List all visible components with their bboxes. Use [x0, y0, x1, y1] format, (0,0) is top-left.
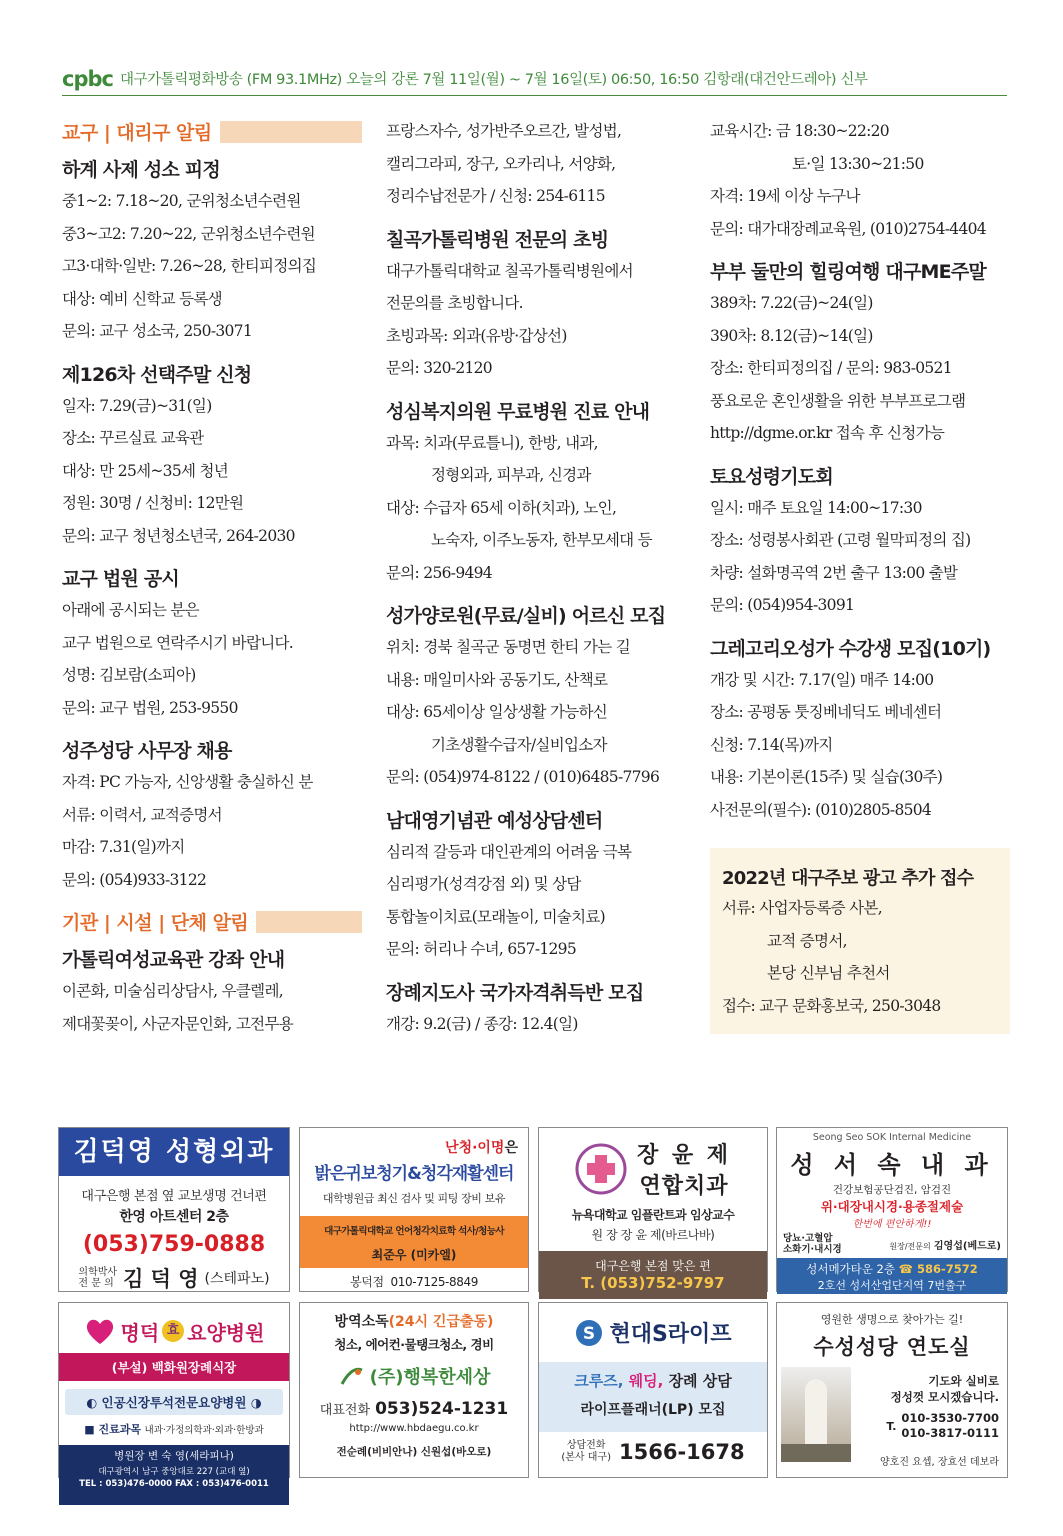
notice-funeral-director: 장례지도사 국가자격취득반 모집 개강: 9.2(금) / 종강: 12.4(일)	[386, 981, 644, 1033]
ad-myeongdeok-hospital[interactable]: 명덕 효 요양병원 (부설) 백화원장례식장 ◐ 인공신장투석전문요양병원 ◑ ■ 진료과목 내과·가정의학과·외과·한방과 병원장 변 숙 영(세라피나) 대구광역시 남구 중앙대로 227 (교대 옆) TEL : 053)476-0000 FAX : 053)476-0011	[58, 1302, 290, 1478]
notice-counseling-center: 남대영기념관 예성상담센터 심리적 갈등과 대인관계의 어려움 극복 심리평가(성격강점 외) 및 상담 통합놀이치료(모래놀이, 미술치료) 문의: 허리나 수녀, 657-1295	[386, 809, 632, 958]
ad-hearing-aid-center[interactable]: 난청·이명은 밝은귀보청기&청각재활센터 대학병원급 최신 검사 및 피팅 장비 보유 대구가톨릭대학교 언어청각치료학 석사/청능사 최준우 (미카엘) 봉덕점 010-7125-8849	[299, 1127, 529, 1292]
happy-world-logo-icon	[338, 1364, 366, 1388]
svg-text:S: S	[583, 1323, 596, 1344]
ad-sok-internal-medicine[interactable]: Seong Seo SOK Internal Medicine 성 서 속 내 과 건강보험공단검진, 암검진 위·대장내시경·용종절제술 한번에 편안하게!! 당뇨·고혈압 소화기·내시경 원장/전문의 김영섭(베드로) 성서메가타운 2층 ☎ 586-7572 2호선 성서산업단지역 7번출구	[776, 1127, 1008, 1292]
ad-hyundai-s-life[interactable]: S 현대S라이프 크루즈, 웨딩, 장례 상담 라이프플래너(LP) 모집 상담전화 (본사 대구) 1566-1678	[538, 1302, 768, 1478]
column-1	[62, 118, 362, 1052]
ad-happy-world-cleaning[interactable]: 방역소독(24시 긴급출동) 청소, 에어컨·물탱크청소, 경비 (주)행복한세상 대표전화 053)524-1231 http://www.hbdaegu.co.kr 전순례(비비안나) 신원섭(바오로)	[299, 1302, 529, 1478]
header-broadcast-text: 대구가톨릭평화방송 (FM 93.1MHz) 오늘의 강론 7월 11일(월) ~ 7월 16일(토) 06:50, 16:50 김항래(대건안드레아) 신부	[119, 72, 868, 88]
s-life-logo-icon	[574, 1318, 604, 1348]
page-header	[62, 62, 1007, 96]
ad-suseong-funeral-room[interactable]: 영원한 생명으로 찾아가는 길! 수성성당 연도실 기도와 실비로 정성껏 모시겠습니다. T. 010-3530-7700 010-3817-0111 양호진 요셉, 장효선 데보라	[776, 1302, 1008, 1478]
notice-ad-submission: 2022년 대구주보 광고 추가 접수 서류: 사업자등록증 사본, 교적 증명서, 본당 신부님 추천서 접수: 교구 문화홍보국, 250-3048	[710, 848, 1010, 1034]
ad-kim-plastic-surgery[interactable]: 김덕영 성형외과 대구은행 본점 옆 교보생명 건너편 한영 아트센터 2층 (053)759-0888 의학박사 전 문 의 김 덕 영 (스테파노)	[58, 1127, 290, 1292]
ad-jang-dental[interactable]: 장 윤 제 연합치과 뉴욕대학교 임플란트과 임상교수 원 장 장 윤 제(바르나바) 대구은행 본점 맞은 편 T. (053)752-9797	[538, 1127, 768, 1292]
column-3	[710, 115, 1010, 1046]
section-header-diocese: 교구 | 대리구 알림	[62, 118, 362, 145]
notice-summer-retreat: 하계 사제 성소 피정 중1~2: 7.18~20, 군위청소년수련원 중3~고2: 7.20~22, 군위청소년수련원 고3·대학·일반: 7.26~28, 한티피정의집 대상: 예비 신학교 등록생 문의: 교구 성소국, 250-3071	[62, 159, 317, 340]
notice-prayer-meeting: 토요성령기도회 일시: 매주 토요일 14:00~17:30 장소: 성령봉사회관 (고령 월막피정의 집) 차량: 설화명곡역 2번 출구 13:00 출발 문의: (054)954-3091	[710, 465, 971, 614]
notice-womens-education: 가톨릭여성교육관 강좌 안내 이콘화, 미술심리상담사, 우클렐레, 제대꽃꽂이, 사군자문인화, 고전무용	[62, 949, 294, 1033]
notice-funeral-director-cont: 교육시간: 금 18:30~22:20 토·일 13:30~21:50 자격: 19세 이상 누구나 문의: 대가대장례교육원, (010)2754-4404	[710, 122, 986, 238]
notice-nursing-home: 성가양로원(무료/실비) 어르신 모집 위치: 경북 칠곡군 동명면 한티 가는 길 내용: 매일미사와 공동기도, 산책로 대상: 65세이상 일상생활 가능하신 기초생활수급자/실비입소자 문의: (054)974-8122 / (010)6485-7796	[386, 605, 666, 786]
notice-gregorian-chant: 그레고리오성가 수강생 모집(10기) 개강 및 시간: 7.17(일) 매주 14:00 장소: 공평동 툿징베네딕도 베네센터 신청: 7.14(목)까지 내용: 기본이론(15주) 및 실습(30주) 사전문의(필수): (010)2805-8504	[710, 637, 991, 819]
notice-me-weekend: 부부 둘만의 힐링여행 대구ME주말 389차: 7.22(금)~24(일) 390차: 8.12(금)~14(일) 장소: 한티피정의집 / 문의: 983-0521 풍요로운 혼인생활을 위한 부부프로그램 http://dgme.or.kr 접속 후 신청가능	[710, 261, 986, 442]
notice-free-clinic: 성심복지의원 무료병원 진료 안내 과목: 치과(무료틀니), 한방, 내과, 정형외과, 피부과, 신경과 대상: 수급자 65세 이하(치과), 노인, 노숙자, 이주노동자, 한부모세대 등 문의: 256-9494	[386, 400, 652, 582]
cpbc-logo: cpbc	[62, 66, 113, 91]
notice-seongju-hiring: 성주성당 사무장 채용 자격: PC 가능자, 신앙생활 충실하신 분 서류: 이력서, 교적증명서 마감: 7.31(일)까지 문의: (054)933-3122	[62, 740, 313, 889]
notice-womens-education-cont: 프랑스자수, 성가반주오르간, 발성법, 캘리그라피, 장구, 오카리나, 서양화, 정리수납전문가 / 신청: 254-6115	[386, 122, 622, 205]
notice-choice-weekend: 제126차 선택주말 신청 일자: 7.29(금)~31(일) 장소: 꾸르실료 교육관 대상: 만 25세~35세 청년 정원: 30명 / 신청비: 12만원 문의: 교구 청년청소년국, 264-2030	[62, 363, 295, 545]
notice-tribunal: 교구 법원 공시 아래에 공시되는 분은 교구 법원으로 연락주시기 바랍니다. 성명: 김보람(소피아) 문의: 교구 법원, 253-9550	[62, 568, 294, 717]
heart-logo-icon	[84, 1315, 116, 1347]
mary-statue-photo	[781, 1367, 851, 1462]
notice-chilgok-hospital: 칠곡가톨릭병원 전문의 초빙 대구가톨릭대학교 칠곡가톨릭병원에서 전문의를 초빙합니다. 초빙과목: 외과(유방·갑상선) 문의: 320-2120	[386, 228, 633, 377]
section-header-institutions: 기관 | 시설 | 단체 알림	[62, 908, 362, 935]
column-2	[386, 115, 686, 1052]
dental-logo-icon	[575, 1143, 627, 1195]
